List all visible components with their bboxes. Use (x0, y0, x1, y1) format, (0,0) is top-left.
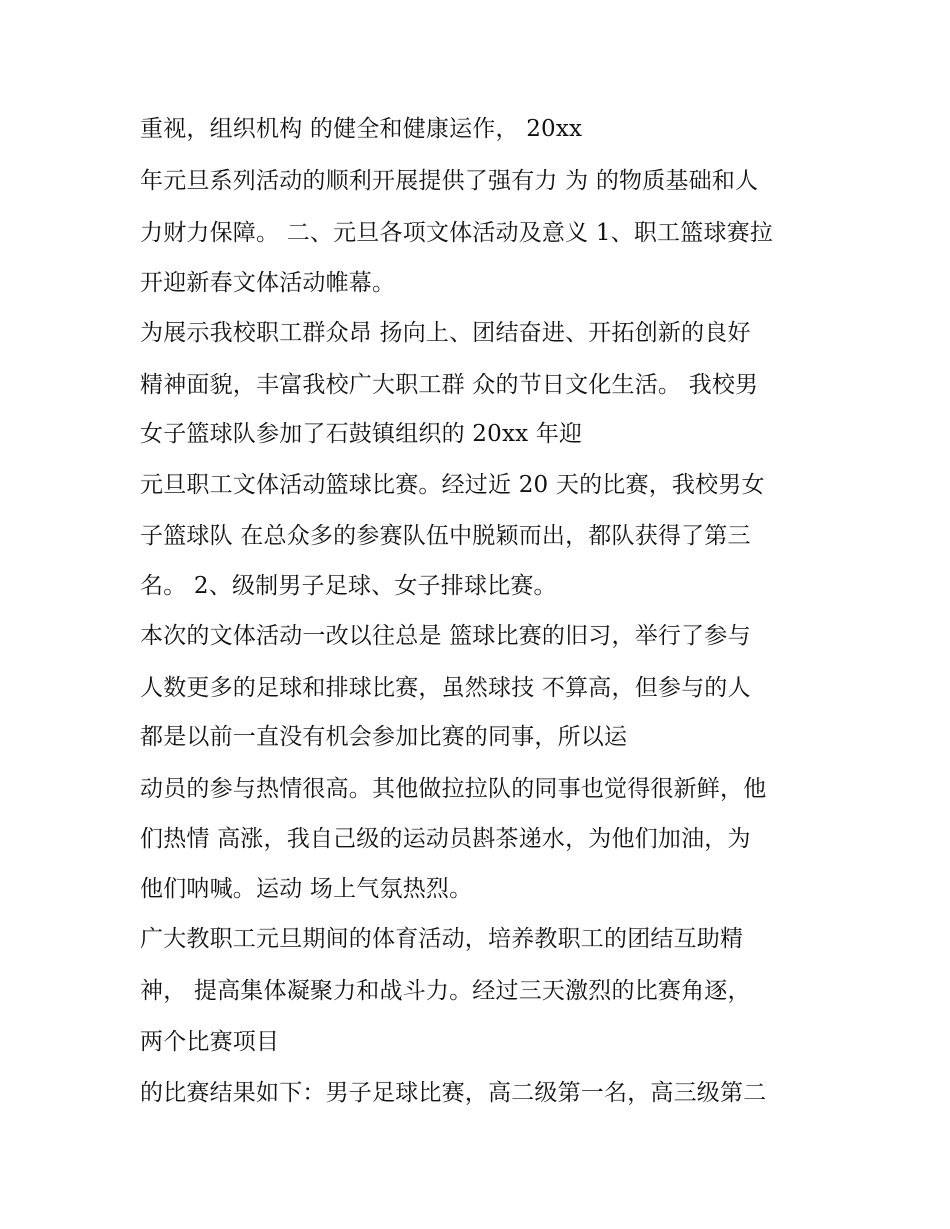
text-line: 人数更多的足球和排球比赛，虽然球技 不算高，但参与的人 (140, 675, 751, 701)
text-line: 们热情 高涨，我自己级的运动员斟茶递水，为他们加油，为 (140, 826, 751, 852)
text-line: 开迎新春文体活动帷幕。 (140, 270, 396, 296)
text-line: 他们呐喊。运动 场上气氛热烈。 (140, 876, 473, 902)
text-line: 为展示我校职工群众昂 扬向上、团结奋进、开拓创新的良好 (140, 320, 751, 346)
text-line: 两个比赛项目 (140, 1029, 280, 1055)
text-line: 力财力保障。 二、元旦各项文体活动及意义 1、职工篮球赛拉 (140, 220, 774, 246)
text-line: 元旦职工文体活动篮球比赛。经过近 20 天的比赛，我校男女 (140, 472, 765, 498)
text-line: 名。 2、级制男子足球、女子排球比赛。 (140, 573, 557, 599)
text-line: 精神面貌，丰富我校广大职工群 众的节日文化生活。 我校男 (140, 372, 759, 398)
text-line: 动员的参与热情很高。其他做拉拉队的同事也觉得很新鲜，他 (140, 776, 767, 802)
text-line: 重视，组织机构 的健全和健康运作， 20xx (140, 116, 583, 142)
text-line: 广大教职工元旦期间的体育活动，培养教职工的团结互助精 (140, 926, 744, 952)
text-line: 年元旦系列活动的顺利开展提供了强有力 为 的物质基础和人 (140, 168, 759, 194)
text-line: 子篮球队 在总众多的参赛队伍中脱颖而出，都队获得了第三 (140, 523, 751, 549)
text-line: 神， 提高集体凝聚力和战斗力。经过三天激烈的比赛角逐， (140, 978, 751, 1004)
text-line: 本次的文体活动一改以往总是 篮球比赛的旧习，举行了参与 (140, 623, 751, 649)
text-line: 都是以前一直没有机会参加比赛的同事，所以运 (140, 724, 628, 750)
text-line: 女子篮球队参加了石鼓镇组织的 20xx 年迎 (140, 421, 583, 447)
text-line: 的比赛结果如下：男子足球比赛，高二级第一名，高三级第二 (140, 1080, 767, 1106)
